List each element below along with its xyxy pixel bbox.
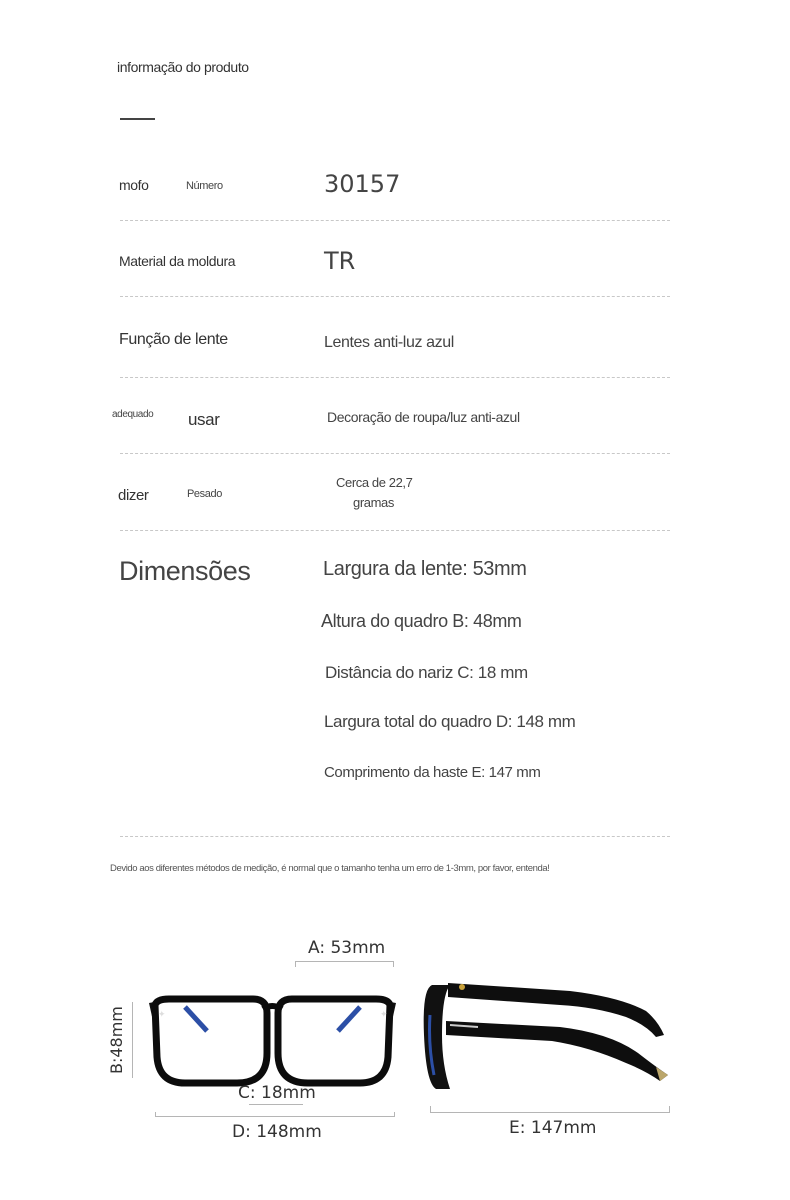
nose-distance-measure-label: C: 18mm xyxy=(238,1083,316,1103)
temple-length-measure-label: E: 147mm xyxy=(509,1118,597,1138)
use-value: Decoração de roupa/luz anti-azul xyxy=(327,409,520,425)
weight-value-line2: gramas xyxy=(353,495,394,510)
measure-tick xyxy=(155,1112,156,1117)
measure-tick xyxy=(295,961,296,967)
row-divider xyxy=(120,530,670,531)
model-label: mofo xyxy=(119,177,149,193)
nose-distance-measure-line xyxy=(249,1104,303,1105)
section-title: informação do produto xyxy=(117,59,249,75)
model-value: 30157 xyxy=(324,170,401,198)
weight-sublabel: Pesado xyxy=(187,488,222,500)
frame-height-spec: Altura do quadro B: 48mm xyxy=(321,611,522,631)
measure-tick xyxy=(430,1106,431,1112)
total-width-measure-line xyxy=(155,1116,395,1117)
frame-height-measure-label: B:48mm xyxy=(107,1006,126,1074)
svg-text:✦: ✦ xyxy=(380,1010,388,1020)
use-label: usar xyxy=(188,410,220,429)
frame-height-measure-line xyxy=(132,1002,133,1078)
temple-length-measure-line xyxy=(430,1112,670,1113)
measure-tick xyxy=(393,961,394,967)
dimensions-label: Dimensões xyxy=(119,556,251,586)
material-label: Material da moldura xyxy=(119,253,236,269)
temple-length-spec: Comprimento da haste E: 147 mm xyxy=(324,764,541,781)
row-divider xyxy=(120,377,670,378)
weight-value-line1: Cerca de 22,7 xyxy=(336,475,413,490)
row-divider xyxy=(120,296,670,297)
total-width-measure-label: D: 148mm xyxy=(232,1122,322,1142)
glasses-front-image xyxy=(145,995,400,1087)
nose-distance-spec: Distância do nariz C: 18 mm xyxy=(325,663,528,682)
total-width-spec: Largura total do quadro D: 148 mm xyxy=(324,712,576,731)
row-divider xyxy=(120,453,670,454)
lens-width-spec: Largura da lente: 53mm xyxy=(323,558,527,580)
use-small-label: adequado xyxy=(112,409,154,420)
row-divider xyxy=(120,836,670,837)
glasses-side-image xyxy=(420,975,675,1095)
material-value: TR xyxy=(324,247,356,275)
lens-function-value: Lentes anti-luz azul xyxy=(324,334,454,351)
model-sublabel: Número xyxy=(186,180,223,192)
svg-text:✦: ✦ xyxy=(158,1010,166,1020)
lens-width-measure-label: A: 53mm xyxy=(308,938,386,958)
lens-width-measure-line xyxy=(295,961,394,962)
lens-function-label: Função de lente xyxy=(119,331,228,348)
measure-tick xyxy=(669,1106,670,1112)
weight-label: dizer xyxy=(118,487,149,504)
measure-tick xyxy=(394,1112,395,1117)
measurement-note: Devido aos diferentes métodos de medição, é normal que o tamanho tenha um erro de 1-3mm, por favor, entenda! xyxy=(110,863,550,874)
row-divider xyxy=(120,220,670,221)
title-underline xyxy=(120,118,155,120)
